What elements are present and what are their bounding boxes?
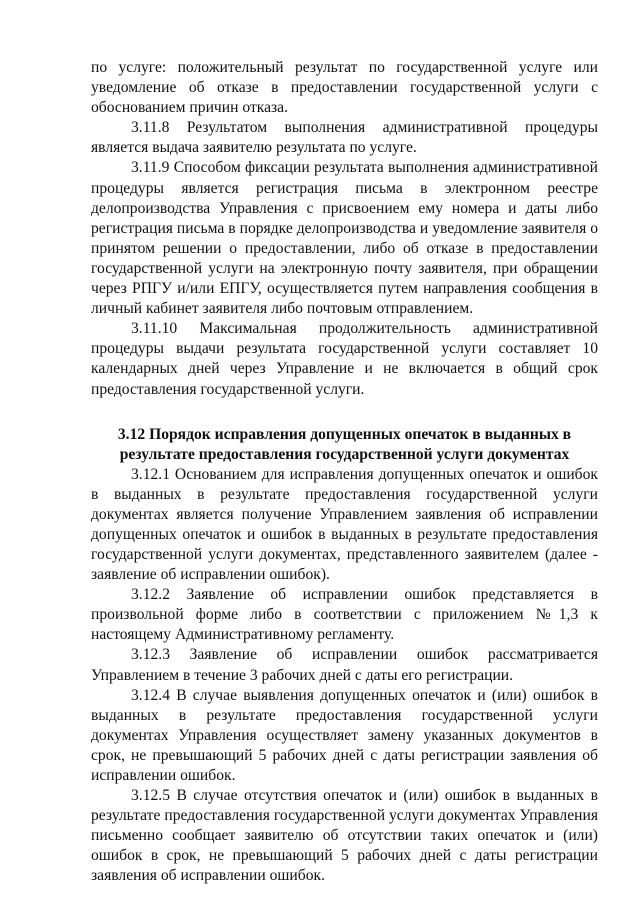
paragraph-3-12-1: 3.12.1 Основанием для исправления допущенных опечаток и ошибок в выданных в результате предоставления государственной услуги документах является получение Управлением заявления об исправлении допущенных опечаток и ошибок в выданных в результате предоставления государственной услуги документах, представленного заявителем (далее - заявление об исправлении ошибок).	[91, 465, 598, 584]
section-heading-line-2: результате предоставления государственной услуги документах	[119, 445, 570, 463]
document-page	[91, 58, 598, 887]
paragraph-3-12-5: 3.12.5 В случае отсутствия опечаток и (или) ошибок в выданных в результате предоставления государственной услуги документах Управления письменно сообщает заявителю об отсутствии таких опечаток и (или) ошибок в срок, не превышающий 5 рабочих дней с даты регистрации заявления об исправлении ошибок.	[91, 787, 598, 885]
paragraph-3-12-3: 3.12.3 Заявление об исправлении ошибок рассматривается Управлением в течение 3 рабочих дней с даты его регистрации.	[91, 646, 598, 684]
paragraph-3-12-2: 3.12.2 Заявление об исправлении ошибок представляется в произвольной форме либо в соответствии с приложением №1,3 к настоящему Административному регламенту.	[91, 586, 598, 644]
paragraph-3-11-10: 3.11.10 Максимальная продолжительность административной процедуры выдачи результата государственной услуги составляет 10 календарных дней через Управление и не включается в общий срок предоставления государственной услуги.	[91, 320, 598, 398]
section-heading-line-1: 3.12 Порядок исправления допущенных опечаток в выданных в	[117, 425, 572, 443]
paragraph-continuation: по услуге: положительный результат по государственной услуге или уведомление об отказе в предоставлении государственной услуги с обоснованием причин отказа.	[91, 59, 598, 117]
paragraph-3-12-4: 3.12.4 В случае выявления допущенных опечаток и (или) ошибок в выданных в результате предоставления государственной услуги документах Управления осуществляет замену указанных документов в срок, не превышающий 5 рабочих дней с даты регистрации заявления об исправлении ошибок.	[91, 686, 598, 784]
paragraph-3-11-9: 3.11.9 Способом фиксации результата выполнения административной процедуры является регистрация письма в электронном реестре делопроизводства Управления с присвоением ему номера и даты либо регистрация письма в порядке делопроизводства и уведомление заявителя о принятом решении о предоставлении, либо об отказе в предоставлении государственной услуги на электронную почту заявителя, при обращении через РПГУ и/или ЕПГУ, осуществляется путем направления сообщения в личный кабинет заявителя либо почтовым отправлением.	[91, 159, 598, 318]
section-heading-3-12	[91, 425, 598, 465]
paragraph-3-11-8: 3.11.8 Результатом выполнения административной процедуры является выдача заявителю результата по услуге.	[91, 119, 598, 157]
